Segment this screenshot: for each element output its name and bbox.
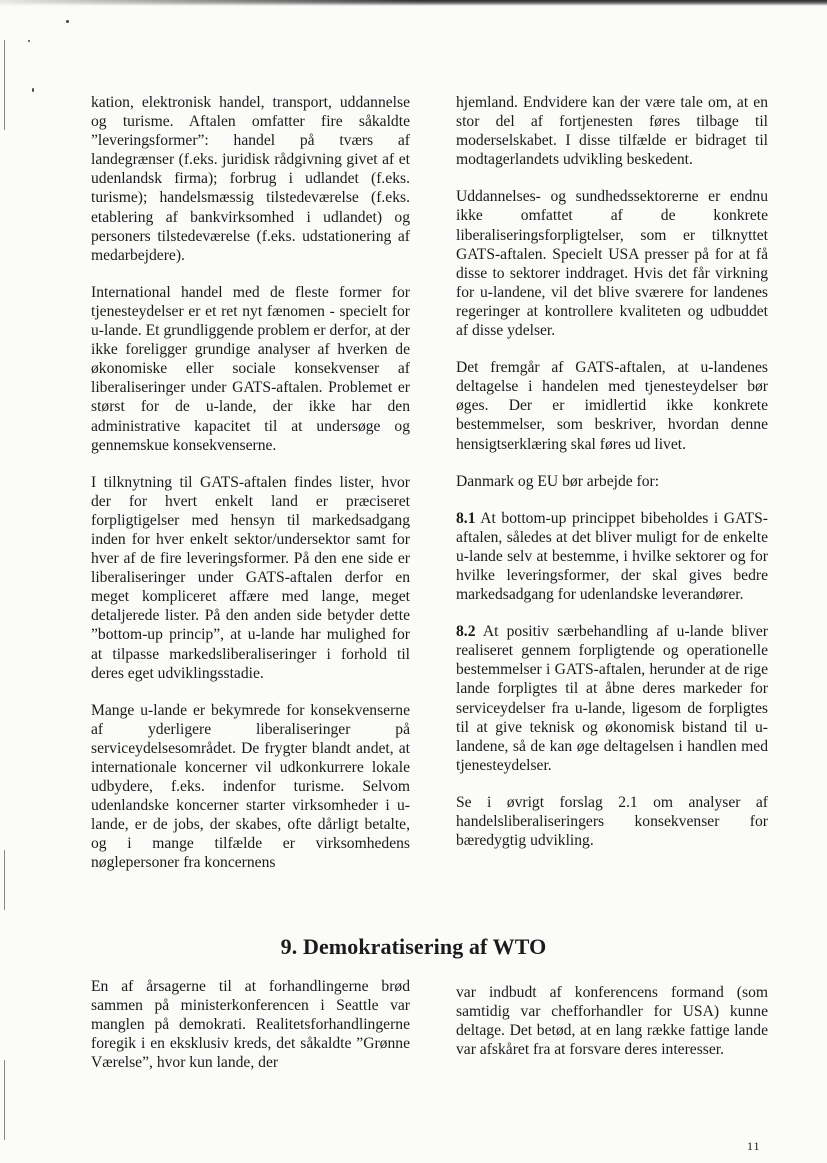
- scan-left-edge: [4, 850, 5, 910]
- scan-left-edge: [4, 40, 5, 130]
- paragraph: Se i øvrigt forslag 2.1 om analyser af handelsliberaliseringers konsekvenser for bæredygtig udvikling.: [456, 793, 768, 850]
- recommendation-item: [456, 509, 768, 604]
- recommendation-text: At positiv særbehandling af u-lande bliver realiseret gennem forpligtende og operationelle bestemmelser i GATS-aftalen, herunder at de rige lande forpligtes til at åbne deres markeder for serviceydelser fra u-lande, ligesom de forpligtes til at give teknisk og økonomisk bistand til u-landene, så de kan øge deltagelsen i handlen med tjenesteydelser.: [456, 623, 768, 774]
- paragraph: hjemland. Endvidere kan der være tale om, at en stor del af fortjenesten føres tilbage til moderselskabet. I disse tilfælde er bidraget til modtagerlandets udvikling beskedent.: [456, 94, 768, 169]
- paragraph: Mange u-lande er bekymrede for konsekvenserne af yderligere liberaliseringer på serviceydelsesområdet. De frygter blandt andet, at internationale koncerner vil udkonkurrere lokale udbydere, f.eks. indenfor turisme. Selvom udenlandske koncerner starter virksomheder i u-lande, er de jobs, der skabes, ofte dårligt betalte, og i mange tilfælde er virksomhedens nøglepersoner fra koncernens: [91, 701, 410, 872]
- section-left-column: [91, 977, 410, 1072]
- left-column: [91, 93, 410, 873]
- paragraph: I tilknytning til GATS-aftalen findes lister, hvor der for hvert enkelt land er præciseret forpligtigelser med hensyn til markedsadgang inden for hver enkelt sektor/undersektor samt for hver af de fire leveringsformer. På den ene side er liberaliseringer under GATS-aftalen derfor en meget kompliceret affære med lange, meget detaljerede lister. På den anden side betyder dette ”bottom-up princip”, at u-lande har mulighed for at tilpasse markedsliberaliseringer i forhold til deres eget udviklingsstadie.: [91, 473, 410, 682]
- scan-top-edge-fade: [0, 0, 420, 6]
- paragraph: International handel med de fleste former for tjenesteydelser er et ret nyt fænomen - specielt for u-lande. Et grundliggende problem er derfor, at der ikke foreligger grundige analyser af hverken de økonomiske eller sociale konsekvenser af liberaliseringer under GATS-aftalen. Problemet er størst for de u-lande, der ikke har den administrative kapacitet til at undersøge og gennemskue konsekvenserne.: [91, 283, 410, 454]
- recommendation-item: [456, 622, 768, 775]
- paragraph: En af årsagerne til at forhandlingerne brød sammen på ministerkonferencen i Seattle var manglen på demokrati. Realitetsforhandlingerne foregik i en eksklusiv kreds, det såkaldte ”Grønne Værelse”, hvor kun lande, der: [91, 978, 410, 1072]
- scan-speck: [66, 20, 69, 23]
- recommendation-number: 8.1: [456, 509, 476, 527]
- paragraph: Uddannelses- og sundhedssektorerne er endnu ikke omfattet af de konkrete liberaliseringsforpligtelser, som er tilknyttet GATS-aftalen. Specielt USA presser på for at få disse to sektorer inddraget. Hvis det får virkning for u-landene, vil det blive sværere for landenes regeringer at kontrollere kvaliteten og udbuddet af disse ydelser.: [456, 188, 768, 340]
- section-heading: 9. Demokratisering af WTO: [280, 934, 547, 959]
- recommendation-number: 8.2: [456, 623, 476, 641]
- scan-left-edge: [4, 1060, 5, 1140]
- scan-speck: [32, 88, 34, 92]
- paragraph: var indbudt af konferencens formand (som samtidig var chefforhandler for USA) kunne deltage. Det betød, at en lang række fattige lande var afskåret fra at forsvare deres interesser.: [456, 984, 768, 1059]
- scan-speck: [28, 40, 30, 42]
- recommendation-text: At bottom-up princippet bibeholdes i GATS-aftalen, således at det bliver muligt for de enkelte u-lande selv at bestemme, i hvilke sektorer og for hvilke leveringsformer, der skal gives bedre markedsadgang for udenlandske leverandører.: [456, 509, 768, 604]
- section-right-column: [456, 983, 768, 1059]
- paragraph: kation, elektronisk handel, transport, uddannelse og turisme. Aftalen omfatter fire såkaldte ”leveringsformer”: handel på tværs af landegrænser (f.eks. juridisk rådgivning givet af et udenlandsk firma); forbrug i udlandet (f.eks. turisme); handelsmæssig tilstedeværelse (f.eks. etablering af bankvirksomhed i udlandet) og personers tilstedeværelse (f.eks. udstationering af medarbejdere).: [91, 94, 410, 264]
- page-number: 11: [747, 1139, 761, 1153]
- paragraph: Det fremgår af GATS-aftalen, at u-landenes deltagelse i handelen med tjenesteydelser bør øges. Der er imidlertid ikke konkrete bestemmelser, som beskriver, hvordan denne hensigtserklæring skal føres ud livet.: [456, 359, 768, 453]
- right-column: [456, 93, 768, 850]
- paragraph: Danmark og EU bør arbejde for:: [456, 472, 660, 490]
